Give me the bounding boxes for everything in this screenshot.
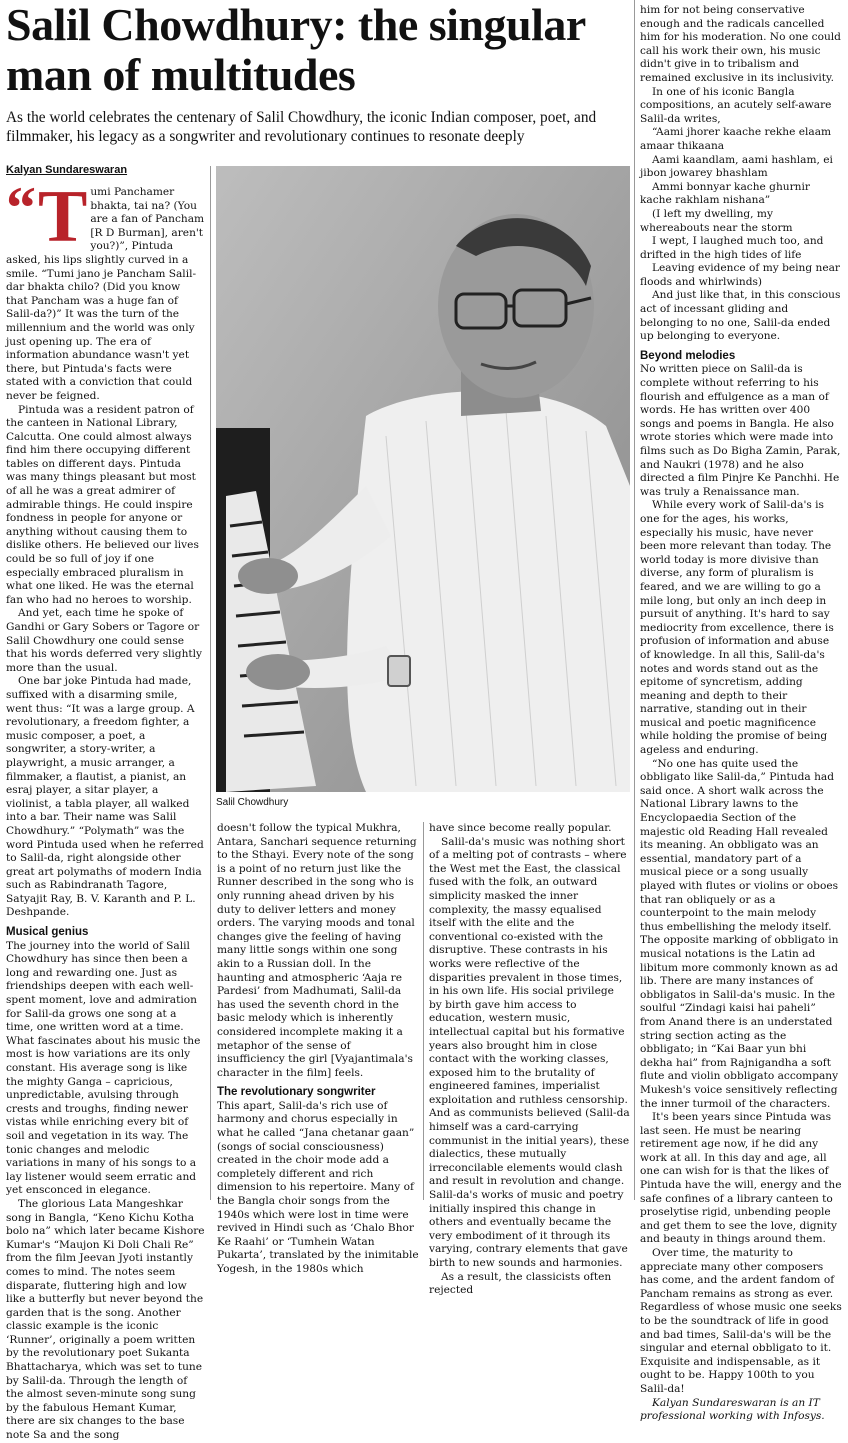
paragraph: This apart, Salil-da's rich use of harmony and chorus especially in what he called “Jana chetanar gaan” (songs of social consciousness) created in the choir mode add a completely different and rich dimension to his repertoire. Many of the Bangla choir songs from the 1940s which were lost in time were revived in Hindi such as ‘Chalo Bhor Ke Raahi’ or ‘Tumhein Watan Pukarta’, translated by the inimitable Yogesh, in the 1980s which [217, 1099, 419, 1275]
article-column-1 [6, 175, 205, 1442]
paragraph: umi Panchamer bhakta, tai na? (You are a fan of Pancham [R D Burman], aren't you?)”, Pintuda asked, his lips slightly curved in a smile. “Tumi jano je Pancham Salil-dar bhakta chilo? (Did you know that Pancham was a huge fan of Salil-da?)” It was the turn of the millennium and the world was only just opening up. The era of information abundance wasn't yet there, but Pintuda's facts were stated with a conviction that could never be feigned. [6, 186, 205, 402]
paragraph: And yet, each time he spoke of Gandhi or Gary Sobers or Tagore or Salil Chowdhury one could sense that his words deferred very slightly more than the usual. [6, 607, 203, 674]
headline: Salil Chowdhury: the singular man of multitudes [6, 0, 585, 100]
drop-cap: T [38, 176, 88, 258]
paragraph: And just like that, in this conscious act of incessant gliding and belonging to no one, Salil-da ended up belonging to everyone. [640, 289, 841, 343]
paragraph: The glorious Lata Mangeshkar song in Bangla, “Keno Kichu Kotha bolo na” which later became Kishore Kumar's “Maujon Ki Doli Chali Re” from the film Jeevan Jyoti instantly comes to mind. The notes seem disparate, fluttering high and low like a butterfly but never beyond the garden that is the song. Another classic example is the iconic ‘Runner’, originally a poem written by the revolutionary poet Sukanta Bhattacharya, which was set to tune by Salil-da. Through the length of the almost seven-minute song sung by the fabulous Hemant Kumar, there are six changes to the base note Sa and the song [6, 1197, 205, 1442]
drop-cap-paragraph [6, 175, 205, 404]
column-rule [634, 0, 635, 1200]
paragraph: It's been years since Pintuda was last seen. He must be nearing retirement age now, if he did any work at all. In this day and age, all one can wish for is that the likes of Pintuda have the will, energy and the safe confines of a library canteen to proselytise rigid, unbending people and get them to see the love, dignity and beauty in things around them. [640, 1111, 842, 1246]
paragraph: The journey into the world of Salil Chowdhury has since then been a long and rewarding one. Just as friendships deepen with each well-spent moment, love and admiration for Salil-da grows one song at a time, one written word at a time. What fascinates about his music the most is how variations are its only constant. His average song is like the mighty Ganga – capricious, unpredictable, avulsing through crests and troughs, finding newer vistas while enriching every bit of soil and vegetation in its way. The tonic changes and melodic variations in many of his songs to a lay listener would seem erratic and yet ensconced in elegance. [6, 939, 201, 1197]
column-rule [423, 822, 424, 1200]
photo-caption: Salil Chowdhury [216, 797, 289, 808]
paragraph: “No one has quite used the obbligato like Salil-da,” Pintuda had said once. A short walk across the National Library lawns to the Encyclopaedia Section of the majestic old Reading Hall revealed its meaning. An obbligato was an essential, mandatory part of a musical piece or a song usually played with flutes or violins or oboes that ran obliquely or as a counterpoint to the main melody thus embellishing the melody itself. The opposite marking of obbligato in musical notations is the Latin ad libitum more commonly known as ad lib. There are many instances of obbligatos in Salil-da's music. In the soulful “Zindagi kaisi hai paheli” from Anand there is an understated string section acting as the obbligato; in “Kai Baar yun bhi dekha hai” from Rajnigandha a soft flute and violin obbligato accompany Mukesh's voice sensitively reflecting the inner turmoil of the characters. [640, 757, 839, 1110]
author-bio: Kalyan Sundareswaran is an IT professional working with Infosys. [640, 1396, 825, 1423]
article-column-4 [640, 4, 842, 1423]
standfirst: As the world celebrates the centenary of Salil Chowdhury, the iconic Indian composer, poet, and filmmaker, his legacy as a songwriter and revolutionary continues to resonate deeply [6, 109, 597, 145]
paragraph: Salil-da's music was nothing short of a melting pot of contrasts – where the West met the East, the classical fused with the folk, an outward simplicity masked the inner complexity, the massy equalised itself with the elite and the conventional co-existed with the disruptive. These contrasts in his works were reflective of the disparities prevalent in those times, in his own life. His social privilege by birth gave him access to education, western music, intellectual capital but his formative years also brought him in close contact with the working classes, exposed him to the brutality of engineered famines, imperialist exploitation and ruthless censorship. And as communists believed (Salil-da himself was a card-carrying communist in the initial years), these dialectics, these mutually irreconcilable elements would clash and result in revolution and change. Salil-da's works of music and poetry initially inspired this change in others and eventually became the very embodiment of it through its varying, contrary elements that gave birth to new sounds and harmonies. [429, 835, 630, 1269]
section-heading: The revolutionary songwriter [217, 1086, 376, 1099]
verse-line: (I left my dwelling, my whereabouts near the storm [640, 207, 793, 234]
paragraph: Over time, the maturity to appreciate many other composers has come, and the ardent fandom of Pancham remains as strong as ever. Regardless of whose music one seeks to be the soundtrack of life in good and bad times, Salil-da's will be the singular and eternal obbligato to it. Exquisite and indispensable, as it ought to be. Happy 100th to you Salil-da! [640, 1247, 842, 1395]
verse-line: Leaving evidence of my being near floods and whirlwinds) [640, 262, 840, 288]
section-heading: Beyond melodies [640, 349, 736, 362]
quote-mark: “ [6, 175, 36, 241]
paragraph: Pintuda was a resident patron of the canteen in National Library, Calcutta. One could almost always find him there occupying different tables on different days. Pintuda was many things pleasant but most of all he was a great admirer of admirable things. He could inspire fondness in people for anyone or anything without causing them to dislike others. He believed our lives could be so full of joy if one especially embraced pluralism in what one liked. He was the eternal fan who had no heroes to worship. [6, 403, 199, 606]
section-heading: Musical genius [6, 926, 89, 939]
verse-line: I wept, I laughed much too, and drifted in the high tides of life [640, 235, 824, 261]
verse-line: Ammi bonnyar kache ghurnir kache rakhlam nishana” [640, 180, 810, 207]
paragraph: No written piece on Salil-da is complete without referring to his flourish and effulgence as a man of words. He has written over 400 songs and poems in Bangla. He also wrote stories which were made into films such as Do Bigha Zamin, Parak, and Naukri (1978) and he also directed a film Pinjre Ke Panchhi. He was truly a Renaissance man. [640, 363, 841, 498]
salil-chowdhury-photo [216, 166, 630, 792]
paragraph: As a result, the classicists often rejected [429, 1270, 612, 1297]
paragraph: In one of his iconic Bangla compositions, an acutely self-aware Salil-da writes, [640, 85, 832, 125]
paragraph: have since become really popular. [429, 822, 612, 834]
paragraph: While every work of Salil-da's is one for the ages, his works, especially his music, have never been more relevant than today. The world today is more divisive than diverse, any form of pluralism is feared, and we are willing to go a mile long, but only an inch deep in pursuit of anything. It's hard to say mediocrity from excellence, there is profusion of information and abuse of knowledge. In all this, Salil-da's notes and words stand out as the epitome of syncretism, adding meaning and depth to their narrative, standing out in their musical and poetic magnificence while holding the promise of being ageless and enduring. [640, 499, 834, 757]
paragraph: doesn't follow the typical Mukhra, Antara, Sanchari sequence returning to the Sthayi. Every note of the song is a point of no return just like the Runner described in the song who is only running ahead driven by his duty to deliver letters and money orders. The varying moods and tonal changes give the feeling of having many little songs within one song akin to a Russian doll. In the haunting and atmospheric ‘Aaja re Pardesi’ from Madhumati, Salil-da has used the seventh chord in the basic melody which is inherently considered incomplete making it a metaphor of the sense of insufficiency the girl [Vyajantimala's character in the film] feels. [217, 822, 417, 1079]
byline: Kalyan Sundareswaran [6, 164, 128, 176]
paragraph: One bar joke Pintuda had made, suffixed with a disarming smile, went thus: “It was a large group. A revolutionary, a freedom fighter, a music composer, a poet, a songwriter, a story-writer, a playwright, a music arranger, a filmmaker, a flautist, a pianist, an esraj player, a sitar player, a violinist, a tabla player, all walked into a bar. Their name was Salil Chowdhury.” “Polymath” was the word Pintuda used when he referred to Salil-da, right alongside other great art polymaths of modern India such as Rabindranath Tagore, Satyajit Ray, B. V. Karanth and P. L. Deshpande. [6, 675, 204, 919]
verse-line: Aami kaandlam, aami hashlam, ei jibon jowarey bhashlam [640, 153, 833, 180]
verse-line: “Aami jhorer kaache rekhe elaam amaar thikaana [640, 126, 832, 152]
column-rule [210, 166, 211, 1200]
article-column-3 [429, 822, 630, 1297]
paragraph: him for not being conservative enough and the radicals cancelled him for his moderation. No one could call his work their own, his music didn't give in to tribalism and remained exclusive in its inclusivity. [640, 4, 841, 84]
article-column-2 [217, 822, 419, 1275]
